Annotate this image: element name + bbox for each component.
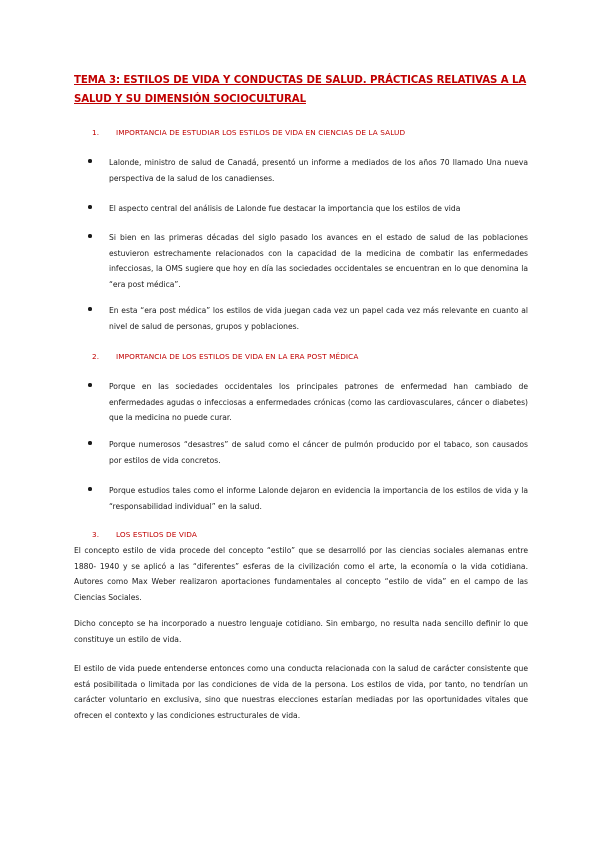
section-number: 2. bbox=[92, 352, 100, 361]
bullet-icon bbox=[88, 205, 92, 209]
section-title: IMPORTANCIA DE ESTUDIAR LOS ESTILOS DE VIDA EN CIENCIAS DE LA SALUD bbox=[116, 128, 406, 137]
list-item bbox=[88, 201, 528, 217]
list-item bbox=[88, 437, 528, 468]
bullet-icon bbox=[88, 159, 92, 163]
list-item-text: El aspecto central del análisis de Lalonde fue destacar la importancia que los estilos de vida bbox=[109, 204, 461, 213]
paragraph-text: Dicho concepto se ha incorporado a nuestro lenguaje cotidiano. Sin embargo, no resulta nada sencillo definir lo que constituye un estilo de vida. bbox=[74, 619, 528, 644]
list-item bbox=[88, 379, 528, 426]
list-item bbox=[88, 155, 528, 186]
bullet-icon bbox=[88, 441, 92, 445]
section-number: 3. bbox=[92, 530, 100, 539]
paragraph-text: El concepto estilo de vida procede del concepto “estilo” que se desarrolló por las ciencias sociales alemanas entre 1880- 1940 y se aplicó a las “diferentes” esferas de la civilización como el arte, la economía o la vida cotidiana. Autores como Max Weber realizaron aportaciones fundamentales al concepto “estilo de vida” en el campo de las Ciencias Sociales. bbox=[74, 546, 528, 602]
list-item-text: En esta “era post médica” los estilos de vida juegan cada vez un papel cada vez más relevante en cuanto al nivel de salud de personas, grupos y poblaciones. bbox=[109, 306, 528, 331]
list-item-text: Porque numerosos “desastres” de salud como el cáncer de pulmón producido por el tabaco, son causados por estilos de vida concretos. bbox=[109, 440, 528, 465]
list-item-text: Porque en las sociedades occidentales los principales patrones de enfermedad han cambiado de enfermedades agudas o infecciosas a enfermedades crónicas (como las cardiovasculares, cáncer o diabetes) que la medicina no puede curar. bbox=[109, 382, 528, 423]
list-item-text: Lalonde, ministro de salud de Canadá, presentó un informe a mediados de los años 70 llamado Una nueva perspectiva de la salud de los canadienses. bbox=[109, 158, 528, 183]
bullet-icon bbox=[88, 307, 92, 311]
list-item bbox=[88, 230, 528, 292]
list-item-text: Porque estudios tales como el informe Lalonde dejaron en evidencia la importancia de los estilos de vida y la “responsabilidad individual” en la salud. bbox=[109, 486, 528, 511]
bullet-icon bbox=[88, 234, 92, 238]
section-title: LOS ESTILOS DE VIDA bbox=[116, 530, 197, 539]
paragraph bbox=[74, 543, 528, 605]
bullet-icon bbox=[88, 383, 92, 387]
list-item bbox=[88, 483, 528, 514]
section-title: IMPORTANCIA DE LOS ESTILOS DE VIDA EN LA ERA POST MÉDICA bbox=[116, 352, 359, 361]
section-heading-1 bbox=[92, 128, 405, 138]
list-item bbox=[88, 303, 528, 334]
section-heading-2 bbox=[92, 352, 358, 362]
bullet-icon bbox=[88, 487, 92, 491]
paragraph bbox=[74, 616, 528, 647]
section-number: 1. bbox=[92, 128, 100, 137]
list-item-text: Si bien en las primeras décadas del siglo pasado los avances en el estado de salud de las poblaciones estuvieron estrechamente relacionados con la capacidad de la medicina de combatir las enfermedades infecciosas, la OMS sugiere que hoy en día las sociedades occidentales se encuentran en lo que denomina la “era post médica”. bbox=[109, 233, 528, 289]
section-heading-3 bbox=[92, 530, 197, 540]
paragraph bbox=[74, 661, 528, 723]
page-title: TEMA 3: ESTILOS DE VIDA Y CONDUCTAS DE SALUD. PRÁCTICAS RELATIVAS A LA SALUD Y SU DIMENSIÓN SOCIOCULTURAL bbox=[74, 75, 527, 105]
paragraph-text: El estilo de vida puede entenderse entonces como una conducta relacionada con la salud de carácter consistente que está posibilitada o limitada por las condiciones de vida de la persona. Los estilos de vida, por tanto, no tendrían un carácter voluntario en exclusiva, sino que nuestras elecciones estarían mediadas por las oportunidades vitales que ofrecen el contexto y las condiciones estructurales de vida. bbox=[74, 664, 528, 720]
